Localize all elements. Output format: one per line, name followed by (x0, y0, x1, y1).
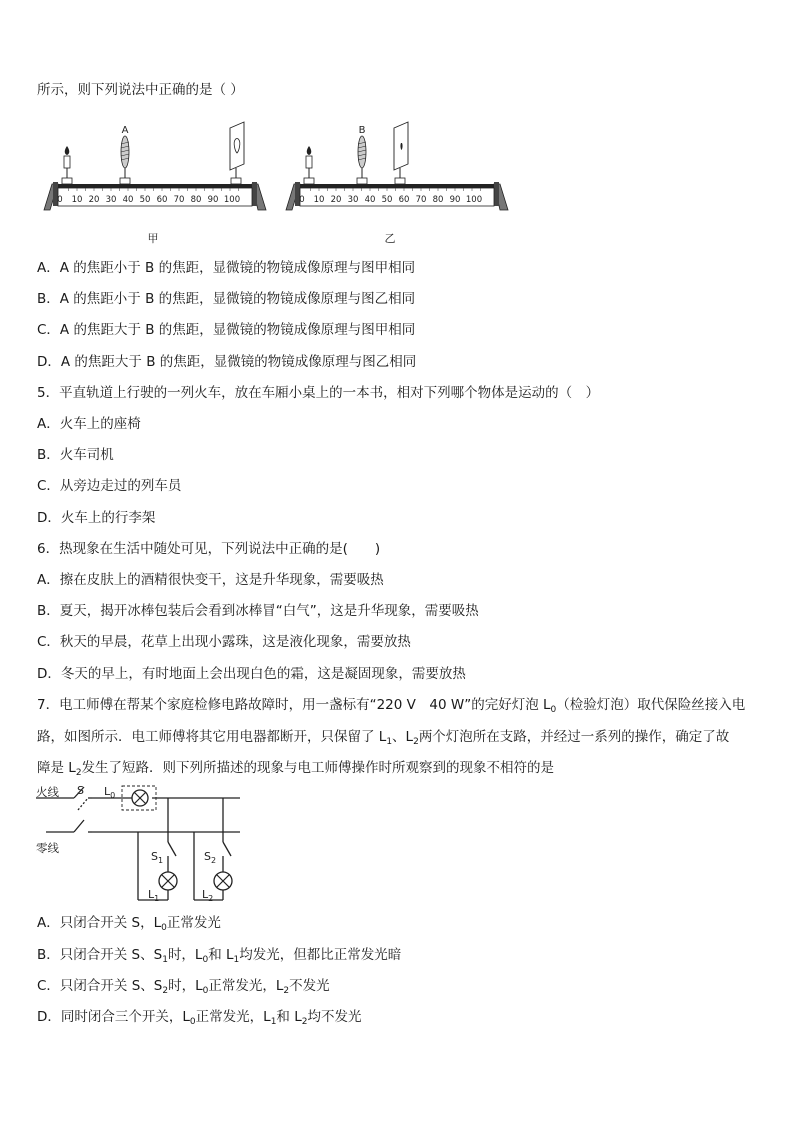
label-lamp-l1: $L_1$ (148, 888, 160, 903)
bench-end-right (252, 182, 257, 206)
tick-label: 50 (139, 195, 151, 205)
tick-label: 0 (57, 195, 63, 205)
q4-option-a: A．A 的焦距小于 B 的焦距，显微镜的物镜成像原理与图甲相同 (37, 260, 416, 276)
lamp-l0-icon (132, 790, 148, 806)
tick-label: 60 (398, 195, 410, 205)
switch-s1-blade (168, 842, 176, 856)
q5-stem: 5．平直轨道上行驶的一列火车，放在车厢小桌上的一本书，相对下列哪个物体是运动的（ ） (37, 385, 600, 401)
lens-label-a: A (121, 125, 129, 136)
main-switch-blade-bottom (74, 820, 84, 832)
tick-label: 20 (330, 195, 342, 205)
tick-label: 40 (364, 195, 376, 205)
q6-stem: 6．热现象在生活中随处可见，下列说法中正确的是( ) (37, 541, 381, 557)
candle-icon (62, 146, 72, 184)
q7-stem-line-3: 障是 $L_2$发生了短路．则下列所描述的现象与电工师傅操作时所观察到的现象不相符的是 (37, 760, 555, 778)
candle-icon (304, 146, 314, 184)
label-live-wire: 火线 (36, 785, 59, 799)
optical-bench-figure-yi (282, 118, 512, 248)
q5-option-a: A．火车上的座椅 (37, 416, 141, 432)
convex-lens-b-icon (357, 136, 367, 184)
tick-label: 90 (449, 195, 461, 205)
tick-label: 70 (173, 195, 185, 205)
switch-s2-blade (223, 842, 231, 856)
q4-option-c: C．A 的焦距大于 B 的焦距，显微镜的物镜成像原理与图甲相同 (37, 322, 416, 338)
q7-stem-line-1: 7．电工师傅在帮某个家庭检修电路故障时，用一盏标有“220 V 40 W”的完好灯泡 $L_0$（检验灯泡）取代保险丝接入电 (37, 697, 746, 715)
label-lamp-l0: $L_0$ (104, 785, 116, 800)
label-main-switch: S (77, 784, 84, 797)
q7-stem-line-2: 路，如图所示．电工师傅将其它用电器都断开，只保留了 $L_1$、$L_2$两个灯泡所在支路，并经过一系列的操作，确定了故 (37, 729, 730, 747)
q5-option-c: C．从旁边走过的列车员 (37, 478, 182, 494)
q6-option-b: B．夏天，揭开冰棒包装后会看到冰棒冒“白气”，这是升华现象，需要吸热 (37, 603, 479, 619)
circuit-diagram (36, 782, 256, 907)
figure-caption-jia: 甲 (147, 232, 159, 245)
question-4-tail: 所示，则下列说法中正确的是（ ） (37, 82, 244, 98)
q6-option-a: A．擦在皮肤上的酒精很快变干，这是升华现象，需要吸热 (37, 572, 384, 588)
q6-option-c: C．秋天的早晨，花草上出现小露珠，这是液化现象，需要放热 (37, 634, 411, 650)
tick-label: 0 (299, 195, 305, 205)
optical-bench-figure-jia (40, 118, 270, 248)
screen-icon (230, 122, 244, 184)
q5-option-d: D．火车上的行李架 (37, 510, 156, 526)
lens-label-b: B (358, 125, 366, 136)
label-lamp-l2: $L_2$ (202, 888, 214, 903)
label-neutral-wire: 零线 (36, 841, 59, 855)
q4-option-d: D．A 的焦距大于 B 的焦距，显微镜的物镜成像原理与图乙相同 (37, 354, 417, 370)
tick-label: 60 (156, 195, 168, 205)
q7-option-c: C．只闭合开关 S、$S_2$时，$L_0$正常发光，$L_2$不发光 (37, 978, 330, 996)
label-switch-s2: $S_2$ (204, 850, 217, 865)
bench-rail (58, 184, 252, 188)
q7-option-d: D．同时闭合三个开关，$L_0$正常发光，$L_1$和 $L_2$均不发光 (37, 1009, 362, 1027)
tick-label: 20 (88, 195, 100, 205)
lamp-l1-icon (159, 872, 177, 890)
scale-minor-ticks (311, 188, 481, 191)
q6-option-d: D．冬天的早上，有时地面上会出现白色的霜，这是凝固现象，需要放热 (37, 666, 466, 682)
scale-minor-ticks (69, 188, 239, 191)
q5-option-b: B．火车司机 (37, 447, 114, 463)
tick-label: 50 (381, 195, 393, 205)
screen-icon (394, 122, 408, 184)
convex-lens-a-icon (120, 136, 130, 184)
bench-end-right (494, 182, 499, 206)
tick-label: 100 (465, 195, 483, 205)
tick-label: 40 (122, 195, 134, 205)
tick-label: 90 (207, 195, 219, 205)
tick-label: 100 (223, 195, 241, 205)
tick-label: 30 (105, 195, 117, 205)
tick-label: 70 (415, 195, 427, 205)
tick-label: 30 (347, 195, 359, 205)
tick-label: 80 (432, 195, 444, 205)
tick-label: 10 (313, 195, 325, 205)
label-switch-s1: $S_1$ (151, 850, 164, 865)
bench-rail (300, 184, 494, 188)
q7-option-b: B．只闭合开关 S、$S_1$时，$L_0$和 $L_1$均发光，但都比正常发光暗 (37, 947, 402, 965)
tick-label: 10 (71, 195, 83, 205)
q4-option-b: B．A 的焦距小于 B 的焦距，显微镜的物镜成像原理与图乙相同 (37, 291, 416, 307)
lamp-l2-icon (214, 872, 232, 890)
q7-option-a: A．只闭合开关 S，$L_0$正常发光 (37, 915, 221, 933)
figure-caption-yi: 乙 (384, 232, 396, 245)
tick-label: 80 (190, 195, 202, 205)
